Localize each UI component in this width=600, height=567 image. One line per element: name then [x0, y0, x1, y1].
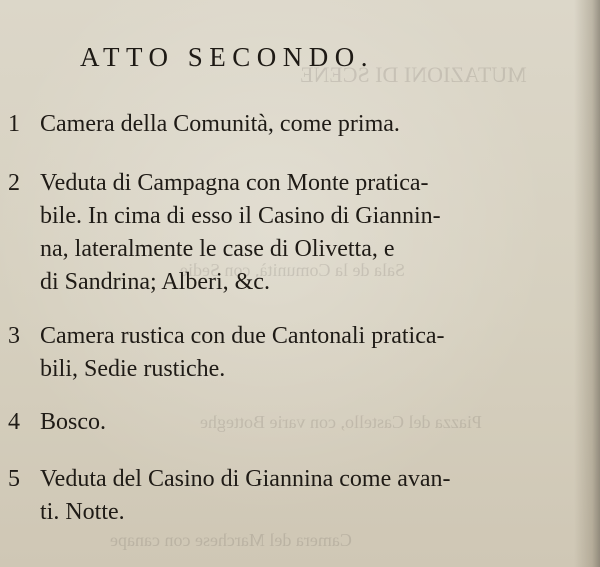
item-text — [40, 463, 568, 529]
item-number: 3 — [8, 323, 20, 349]
item-text — [40, 406, 568, 439]
item-text — [40, 167, 568, 299]
item-line: bili, Sedie rustiche. — [40, 356, 226, 382]
item-text — [40, 320, 568, 386]
item-line: Camera della Comunità, come prima. — [40, 111, 400, 137]
show-through-text: Sala de la Comunità, con Sedie — [180, 260, 405, 280]
item-number: 1 — [8, 111, 20, 137]
item-number: 5 — [8, 466, 20, 492]
item-line: Veduta di Campagna con Monte pratica- — [40, 170, 429, 196]
show-through-text: MUTAZIONI DI SCENE — [300, 62, 527, 87]
list-item — [8, 167, 568, 299]
item-number: 2 — [8, 170, 20, 196]
page-gutter-shadow — [574, 0, 600, 567]
item-line: Camera rustica con due Cantonali pratica- — [40, 323, 445, 349]
list-item — [8, 320, 568, 386]
page-title: ATTO SECONDO. — [80, 42, 375, 72]
list-item — [8, 108, 568, 141]
item-line: na, lateralmente le case di Olivetta, e — [40, 236, 395, 262]
item-line: bile. In cima di esso il Casino di Giannin- — [40, 203, 441, 229]
item-line: Veduta del Casino di Giannina come avan- — [40, 466, 451, 492]
item-line: Bosco. — [40, 409, 106, 435]
item-number: 4 — [8, 409, 20, 435]
item-line: ti. Notte. — [40, 499, 125, 525]
show-through-text: Piazza del Castello, con varie Botteghe — [200, 412, 482, 432]
show-through-text: Camera del Marchese con canape — [110, 530, 352, 550]
item-text — [40, 108, 568, 141]
list-item — [8, 406, 568, 439]
list-item — [8, 463, 568, 529]
item-line: di Sandrina; Alberi, &c. — [40, 269, 270, 295]
